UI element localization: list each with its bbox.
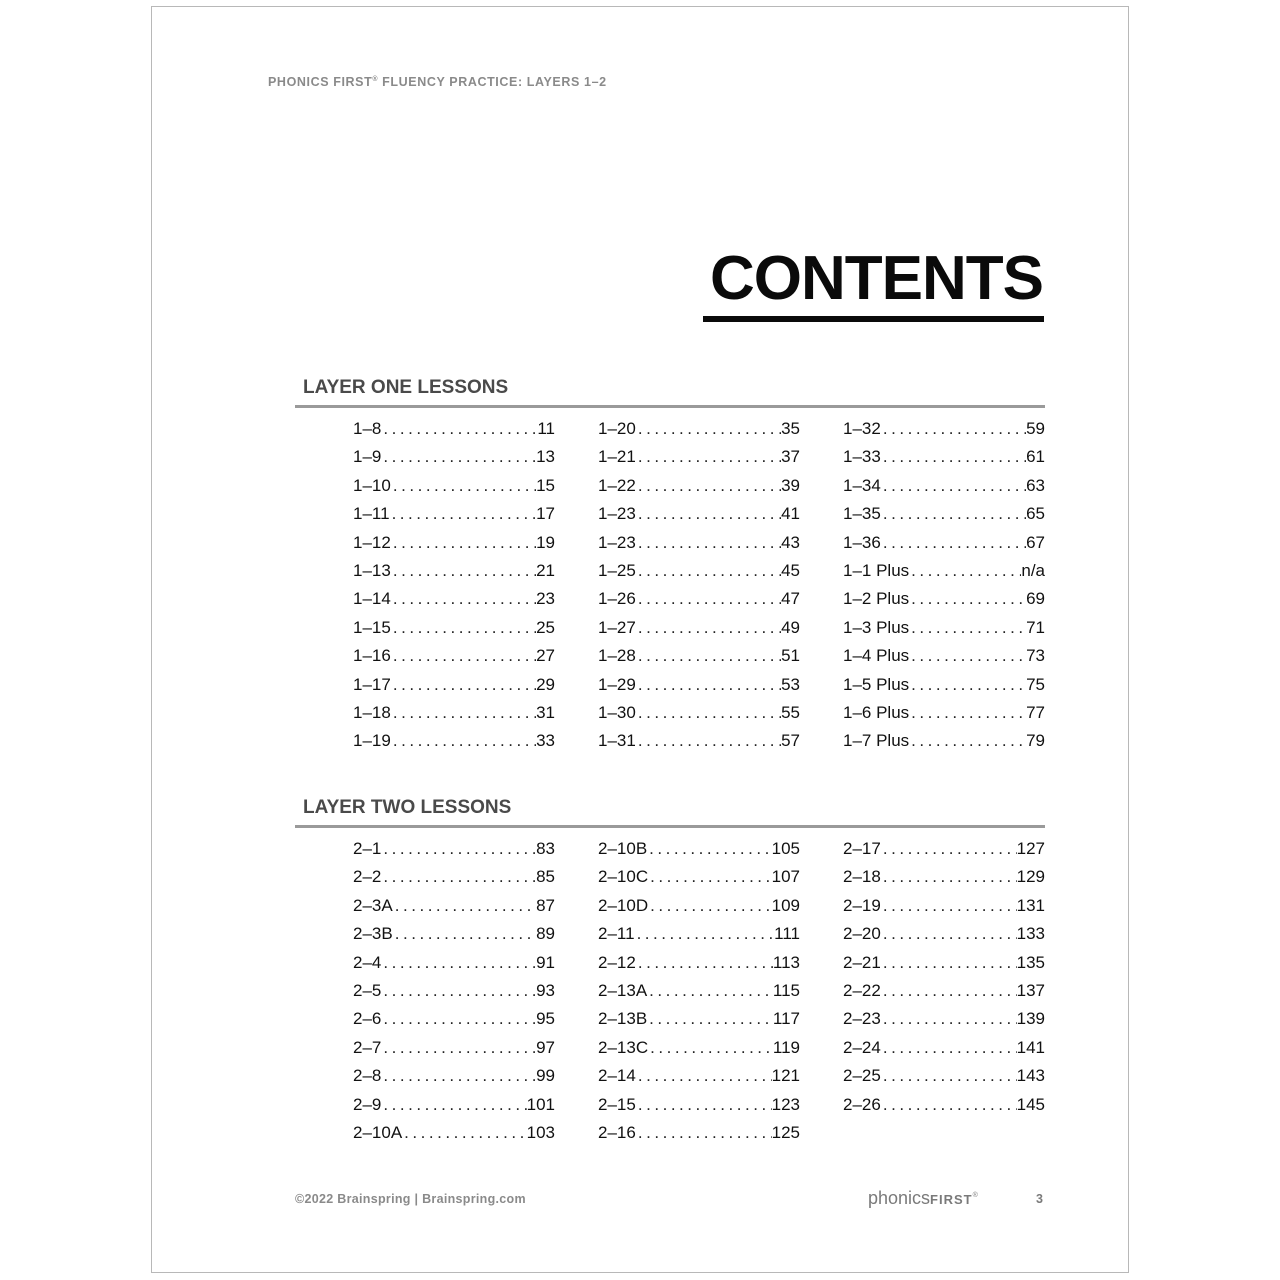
toc-entry-page: 41 bbox=[781, 504, 800, 524]
toc-entry-page: 121 bbox=[771, 1066, 800, 1086]
toc-entry-label: 1–22 bbox=[598, 475, 636, 495]
toc-entry-label: 1–33 bbox=[843, 447, 881, 467]
section-rule-layer-one bbox=[295, 405, 1045, 408]
toc-entry bbox=[598, 977, 800, 1005]
toc-entry bbox=[843, 585, 1045, 613]
toc-entry-page: 15 bbox=[536, 475, 555, 495]
dot-leader bbox=[881, 1091, 1017, 1119]
dot-leader bbox=[909, 642, 1026, 670]
toc-entry bbox=[598, 671, 800, 699]
toc-entry-page: 127 bbox=[1016, 839, 1045, 858]
toc-entry-label: 1–29 bbox=[598, 674, 636, 694]
toc-entry-page: 99 bbox=[536, 1066, 555, 1086]
toc-entry-page: 43 bbox=[781, 532, 800, 552]
footer-copyright: ©2022 Brainspring | Brainspring.com bbox=[295, 1192, 526, 1206]
toc-entry bbox=[598, 1062, 800, 1090]
toc-entry bbox=[843, 949, 1045, 977]
section-rule-layer-two bbox=[295, 825, 1045, 828]
dot-leader bbox=[636, 727, 781, 755]
toc-entry-label: 2–16 bbox=[598, 1122, 636, 1142]
toc-entry-page: 51 bbox=[781, 646, 800, 666]
toc-entry bbox=[353, 1062, 555, 1090]
toc-entry-page: 19 bbox=[536, 532, 555, 552]
toc-entry-page: 109 bbox=[771, 895, 800, 915]
dot-leader bbox=[636, 699, 781, 727]
toc-entry bbox=[353, 500, 555, 528]
toc-entry bbox=[843, 443, 1045, 471]
toc-entry-label: 2–10D bbox=[598, 895, 649, 915]
toc-entry bbox=[353, 977, 555, 1005]
toc-entry-label: 1–10 bbox=[353, 475, 391, 495]
logo-first: FIRST bbox=[930, 1192, 973, 1207]
dot-leader bbox=[636, 500, 781, 528]
toc-entry-label: 1–27 bbox=[598, 617, 636, 637]
toc-entry-page: 139 bbox=[1016, 1009, 1045, 1029]
toc-entry-page: 133 bbox=[1016, 924, 1045, 944]
toc-entry bbox=[598, 949, 800, 977]
dot-leader bbox=[381, 1034, 536, 1062]
toc-entry bbox=[598, 920, 800, 948]
toc-entry-label: 1–32 bbox=[843, 419, 881, 438]
toc-entry-page: 111 bbox=[774, 924, 800, 944]
dot-leader bbox=[881, 472, 1026, 500]
dot-leader bbox=[390, 500, 537, 528]
dot-leader bbox=[391, 529, 536, 557]
toc-entry-page: 85 bbox=[536, 867, 555, 887]
toc-entry-page: 131 bbox=[1016, 895, 1045, 915]
toc-entry-page: 47 bbox=[781, 589, 800, 609]
toc-entry bbox=[598, 557, 800, 585]
dot-leader bbox=[636, 529, 781, 557]
dot-leader bbox=[381, 949, 536, 977]
toc-entry-label: 1–4 Plus bbox=[843, 646, 910, 666]
toc-entry bbox=[598, 892, 800, 920]
dot-leader bbox=[881, 863, 1017, 891]
toc-entry-label: 2–12 bbox=[598, 952, 636, 972]
toc-entry bbox=[353, 1034, 555, 1062]
toc-entry bbox=[843, 835, 1045, 863]
toc-entry-page: 119 bbox=[772, 1037, 800, 1057]
dot-leader bbox=[881, 415, 1026, 443]
dot-leader bbox=[909, 614, 1026, 642]
toc-entry-label: 1–34 bbox=[843, 475, 881, 495]
toc-entry-label: 2–9 bbox=[353, 1094, 382, 1114]
toc-entry bbox=[353, 614, 555, 642]
toc-entry-label: 1–18 bbox=[353, 702, 391, 722]
toc-entry-page: 77 bbox=[1026, 702, 1045, 722]
dot-leader bbox=[636, 415, 781, 443]
toc-entry-page: n/a bbox=[1021, 560, 1045, 580]
toc-entry bbox=[843, 614, 1045, 642]
toc-entry-label: 2–2 bbox=[353, 867, 382, 887]
dot-leader bbox=[381, 835, 536, 863]
dot-leader bbox=[402, 1119, 526, 1147]
dot-leader bbox=[391, 699, 536, 727]
toc-entry-label: 2–3A bbox=[353, 895, 393, 915]
dot-leader bbox=[881, 835, 1017, 863]
logo-registered-mark: ® bbox=[972, 1192, 978, 1199]
toc-entry bbox=[843, 863, 1045, 891]
dot-leader bbox=[881, 1062, 1017, 1090]
dot-leader bbox=[393, 892, 536, 920]
toc-entry bbox=[353, 443, 555, 471]
dot-leader bbox=[881, 500, 1026, 528]
dot-leader bbox=[648, 863, 772, 891]
toc-entry-label: 2–25 bbox=[843, 1066, 881, 1086]
dot-leader bbox=[881, 1005, 1017, 1033]
dot-leader bbox=[381, 443, 536, 471]
toc-entry-label: 2–23 bbox=[843, 1009, 881, 1029]
toc-entry bbox=[843, 500, 1045, 528]
toc-entry-page: 21 bbox=[536, 560, 555, 580]
toc-entry-label: 2–3B bbox=[353, 924, 393, 944]
toc-entry-page: 65 bbox=[1026, 504, 1045, 524]
section-heading-layer-one: LAYER ONE LESSONS bbox=[303, 377, 509, 398]
dot-leader bbox=[909, 557, 1021, 585]
dot-leader bbox=[393, 920, 536, 948]
toc-entry-label: 1–17 bbox=[353, 674, 391, 694]
toc-entry-label: 2–4 bbox=[353, 952, 382, 972]
toc-entry bbox=[598, 585, 800, 613]
toc-entry-label: 2–5 bbox=[353, 980, 382, 1000]
toc-entry-label: 1–8 bbox=[353, 419, 382, 438]
toc-entry-page: 23 bbox=[536, 589, 555, 609]
toc-entry bbox=[598, 642, 800, 670]
toc-entry-label: 2–24 bbox=[843, 1037, 881, 1057]
toc-entry-label: 2–15 bbox=[598, 1094, 636, 1114]
toc-entry-page: 73 bbox=[1026, 646, 1045, 666]
toc-entry-page: 105 bbox=[771, 839, 800, 858]
toc-entry-page: 61 bbox=[1026, 447, 1045, 467]
toc-entry-page: 143 bbox=[1016, 1066, 1045, 1086]
toc-entry-label: 2–13B bbox=[598, 1009, 648, 1029]
toc-entry-page: 59 bbox=[1026, 419, 1045, 438]
toc-entry bbox=[843, 1005, 1045, 1033]
toc-entry-page: 95 bbox=[536, 1009, 555, 1029]
toc-entry-label: 2–20 bbox=[843, 924, 881, 944]
toc-entry bbox=[353, 1119, 555, 1147]
toc-entry-label: 1–25 bbox=[598, 560, 636, 580]
toc-entry bbox=[598, 1005, 800, 1033]
toc-entry-label: 2–8 bbox=[353, 1066, 382, 1086]
toc-entry-page: 71 bbox=[1026, 617, 1045, 637]
toc-entry bbox=[843, 1034, 1045, 1062]
toc-entry bbox=[598, 415, 800, 443]
toc-entry-page: 29 bbox=[536, 674, 555, 694]
dot-leader bbox=[909, 727, 1026, 755]
dot-leader bbox=[391, 642, 536, 670]
toc-entry-label: 1–31 bbox=[598, 731, 636, 751]
toc-entry bbox=[598, 1034, 800, 1062]
dot-leader bbox=[636, 443, 781, 471]
toc-entry bbox=[843, 529, 1045, 557]
toc-entry-label: 1–20 bbox=[598, 419, 636, 438]
toc-entry-page: 39 bbox=[781, 475, 800, 495]
dot-leader bbox=[636, 585, 781, 613]
dot-leader bbox=[636, 557, 781, 585]
title-underline bbox=[703, 316, 1044, 322]
toc-entry-page: 137 bbox=[1016, 980, 1045, 1000]
running-head-brand: PHONICS FIRST bbox=[268, 75, 373, 89]
toc-entry bbox=[353, 920, 555, 948]
toc-entry-label: 1–21 bbox=[598, 447, 636, 467]
toc-entry-label: 1–6 Plus bbox=[843, 702, 910, 722]
dot-leader bbox=[636, 949, 773, 977]
toc-column bbox=[353, 835, 555, 1147]
toc-entry-label: 2–13A bbox=[598, 980, 648, 1000]
toc-entry-label: 1–12 bbox=[353, 532, 391, 552]
toc-entry-label: 2–10B bbox=[598, 839, 648, 858]
toc-entry bbox=[598, 443, 800, 471]
toc-entry bbox=[843, 892, 1045, 920]
toc-entry-label: 1–16 bbox=[353, 646, 391, 666]
dot-leader bbox=[381, 863, 536, 891]
toc-entry-label: 2–1 bbox=[353, 839, 382, 858]
toc-entry-page: 107 bbox=[771, 867, 800, 887]
toc-entry bbox=[353, 949, 555, 977]
toc-entry-page: 27 bbox=[536, 646, 555, 666]
toc-entry bbox=[598, 500, 800, 528]
toc-column bbox=[598, 835, 800, 1147]
toc-entry-label: 1–3 Plus bbox=[843, 617, 910, 637]
toc-entry-label: 1–11 bbox=[353, 504, 390, 524]
dot-leader bbox=[391, 727, 536, 755]
toc-entry-page: 49 bbox=[781, 617, 800, 637]
toc-entry-page: 35 bbox=[781, 419, 800, 438]
toc-entry bbox=[843, 920, 1045, 948]
toc-entry bbox=[598, 529, 800, 557]
toc-entry-page: 37 bbox=[781, 447, 800, 467]
dot-leader bbox=[909, 585, 1026, 613]
toc-entry bbox=[598, 614, 800, 642]
toc-entry bbox=[353, 1091, 555, 1119]
toc-entry bbox=[353, 557, 555, 585]
dot-leader bbox=[381, 1091, 526, 1119]
toc-entry-page: 89 bbox=[536, 924, 555, 944]
toc-column bbox=[598, 415, 800, 756]
page-title: CONTENTS bbox=[710, 244, 1043, 313]
toc-entry bbox=[843, 671, 1045, 699]
dot-leader bbox=[635, 920, 775, 948]
toc-entry-label: 1–5 Plus bbox=[843, 674, 910, 694]
dot-leader bbox=[636, 472, 781, 500]
toc-entry-page: 93 bbox=[536, 980, 555, 1000]
dot-leader bbox=[636, 1091, 772, 1119]
toc-entry-label: 1–23 bbox=[598, 504, 636, 524]
dot-leader bbox=[881, 529, 1026, 557]
dot-leader bbox=[391, 671, 536, 699]
toc-entry bbox=[353, 835, 555, 863]
dot-leader bbox=[381, 977, 536, 1005]
toc-entry bbox=[353, 415, 555, 443]
toc-entry bbox=[353, 699, 555, 727]
dot-leader bbox=[648, 1034, 773, 1062]
toc-entry-page: 67 bbox=[1026, 532, 1045, 552]
toc-entry-page: 69 bbox=[1026, 589, 1045, 609]
dot-leader bbox=[909, 671, 1026, 699]
toc-entry-label: 1–2 Plus bbox=[843, 589, 910, 609]
dot-leader bbox=[881, 977, 1017, 1005]
toc-entry-page: 135 bbox=[1016, 952, 1045, 972]
toc-entry bbox=[598, 472, 800, 500]
toc-entry bbox=[598, 1119, 800, 1147]
toc-entry-label: 2–22 bbox=[843, 980, 881, 1000]
toc-entry-label: 1–9 bbox=[353, 447, 382, 467]
toc-entry-label: 2–26 bbox=[843, 1094, 881, 1114]
toc-entry-page: 113 bbox=[772, 952, 800, 972]
dot-leader bbox=[381, 1062, 536, 1090]
toc-entry-page: 115 bbox=[772, 980, 800, 1000]
toc-entry bbox=[353, 585, 555, 613]
toc-entry-page: 53 bbox=[781, 674, 800, 694]
toc-entry bbox=[598, 835, 800, 863]
toc-entry-label: 2–14 bbox=[598, 1066, 636, 1086]
toc-entry bbox=[843, 472, 1045, 500]
dot-leader bbox=[881, 892, 1017, 920]
toc-entry-page: 97 bbox=[536, 1037, 555, 1057]
dot-leader bbox=[881, 1034, 1017, 1062]
toc-entry-label: 2–10A bbox=[353, 1122, 403, 1142]
toc-entry-label: 2–13C bbox=[598, 1037, 649, 1057]
toc-entry bbox=[353, 472, 555, 500]
toc-entry-label: 2–19 bbox=[843, 895, 881, 915]
dot-leader bbox=[647, 835, 771, 863]
toc-entry-label: 1–15 bbox=[353, 617, 391, 637]
phonics-first-logo bbox=[868, 1188, 978, 1209]
dot-leader bbox=[636, 1119, 772, 1147]
toc-entry bbox=[843, 1062, 1045, 1090]
toc-entry-page: 145 bbox=[1016, 1094, 1045, 1114]
dot-leader bbox=[881, 443, 1026, 471]
dot-leader bbox=[909, 699, 1026, 727]
toc-entry-page: 129 bbox=[1016, 867, 1045, 887]
toc-entry bbox=[843, 1091, 1045, 1119]
toc-entry bbox=[353, 642, 555, 670]
logo-phonics: phonics bbox=[868, 1188, 931, 1208]
toc-entry bbox=[598, 699, 800, 727]
dot-leader bbox=[647, 1005, 773, 1033]
dot-leader bbox=[636, 614, 781, 642]
toc-column bbox=[843, 835, 1045, 1119]
toc-entry-page: 31 bbox=[536, 702, 555, 722]
toc-entry-page: 101 bbox=[526, 1094, 555, 1114]
toc-entry-label: 1–19 bbox=[353, 731, 391, 751]
toc-entry bbox=[843, 977, 1045, 1005]
toc-entry-label: 2–18 bbox=[843, 867, 881, 887]
toc-entry-label: 1–26 bbox=[598, 589, 636, 609]
toc-entry bbox=[353, 727, 555, 755]
toc-entry-page: 123 bbox=[771, 1094, 800, 1114]
running-head bbox=[268, 75, 607, 89]
toc-entry bbox=[843, 727, 1045, 755]
toc-entry-page: 25 bbox=[536, 617, 555, 637]
registered-mark: ® bbox=[372, 75, 379, 83]
dot-leader bbox=[391, 472, 536, 500]
toc-entry-label: 1–7 Plus bbox=[843, 731, 910, 751]
toc-entry-label: 2–11 bbox=[598, 924, 635, 944]
dot-leader bbox=[391, 614, 536, 642]
toc-entry-label: 1–35 bbox=[843, 504, 881, 524]
dot-leader bbox=[881, 920, 1017, 948]
toc-entry bbox=[843, 557, 1045, 585]
toc-entry-page: 55 bbox=[781, 702, 800, 722]
toc-entry-label: 2–10C bbox=[598, 867, 649, 887]
dot-leader bbox=[391, 557, 536, 585]
toc-entry-label: 1–28 bbox=[598, 646, 636, 666]
toc-entry-page: 13 bbox=[536, 447, 555, 467]
toc-entry-page: 125 bbox=[771, 1122, 800, 1142]
toc-entry bbox=[598, 1091, 800, 1119]
toc-entry-page: 87 bbox=[536, 895, 555, 915]
toc-entry-label: 2–21 bbox=[843, 952, 881, 972]
toc-entry-label: 1–23 bbox=[598, 532, 636, 552]
dot-leader bbox=[636, 671, 781, 699]
toc-entry-label: 2–7 bbox=[353, 1037, 382, 1057]
toc-entry bbox=[598, 863, 800, 891]
toc-entry-page: 91 bbox=[536, 952, 555, 972]
toc-entry-page: 57 bbox=[781, 731, 800, 751]
toc-entry-page: 103 bbox=[526, 1122, 555, 1142]
toc-entry-page: 63 bbox=[1026, 475, 1045, 495]
toc-entry bbox=[843, 642, 1045, 670]
dot-leader bbox=[391, 585, 536, 613]
toc-entry bbox=[353, 529, 555, 557]
toc-entry-label: 2–17 bbox=[843, 839, 881, 858]
toc-entry-page: 17 bbox=[536, 504, 555, 524]
toc-entry bbox=[353, 863, 555, 891]
dot-leader bbox=[381, 1005, 536, 1033]
toc-entry bbox=[598, 727, 800, 755]
dot-leader bbox=[636, 642, 781, 670]
toc-entry-page: 83 bbox=[536, 839, 555, 858]
toc-entry-page: 141 bbox=[1016, 1037, 1045, 1057]
toc-entry-page: 45 bbox=[781, 560, 800, 580]
toc-entry bbox=[843, 415, 1045, 443]
toc-entry-page: 75 bbox=[1026, 674, 1045, 694]
dot-leader bbox=[636, 1062, 772, 1090]
dot-leader bbox=[381, 415, 537, 443]
toc-column bbox=[843, 415, 1045, 756]
toc-entry-label: 1–14 bbox=[353, 589, 391, 609]
toc-entry-label: 1–30 bbox=[598, 702, 636, 722]
dot-leader bbox=[647, 977, 773, 1005]
toc-column bbox=[353, 415, 555, 756]
toc-entry-label: 1–36 bbox=[843, 532, 881, 552]
running-head-rest: FLUENCY PRACTICE: LAYERS 1–2 bbox=[378, 75, 607, 89]
dot-leader bbox=[881, 949, 1017, 977]
toc-entry-page: 11 bbox=[537, 419, 555, 438]
toc-entry bbox=[353, 671, 555, 699]
toc-entry bbox=[843, 699, 1045, 727]
toc-entry-label: 1–13 bbox=[353, 560, 391, 580]
dot-leader bbox=[648, 892, 772, 920]
section-heading-layer-two: LAYER TWO LESSONS bbox=[303, 797, 512, 818]
toc-entry-page: 117 bbox=[772, 1009, 800, 1029]
toc-entry-label: 1–1 Plus bbox=[843, 560, 910, 580]
toc-entry-page: 33 bbox=[536, 731, 555, 751]
toc-entry-label: 2–6 bbox=[353, 1009, 382, 1029]
toc-entry-page: 79 bbox=[1026, 731, 1045, 751]
toc-entry bbox=[353, 892, 555, 920]
toc-entry bbox=[353, 1005, 555, 1033]
page-number: 3 bbox=[1036, 1192, 1043, 1206]
